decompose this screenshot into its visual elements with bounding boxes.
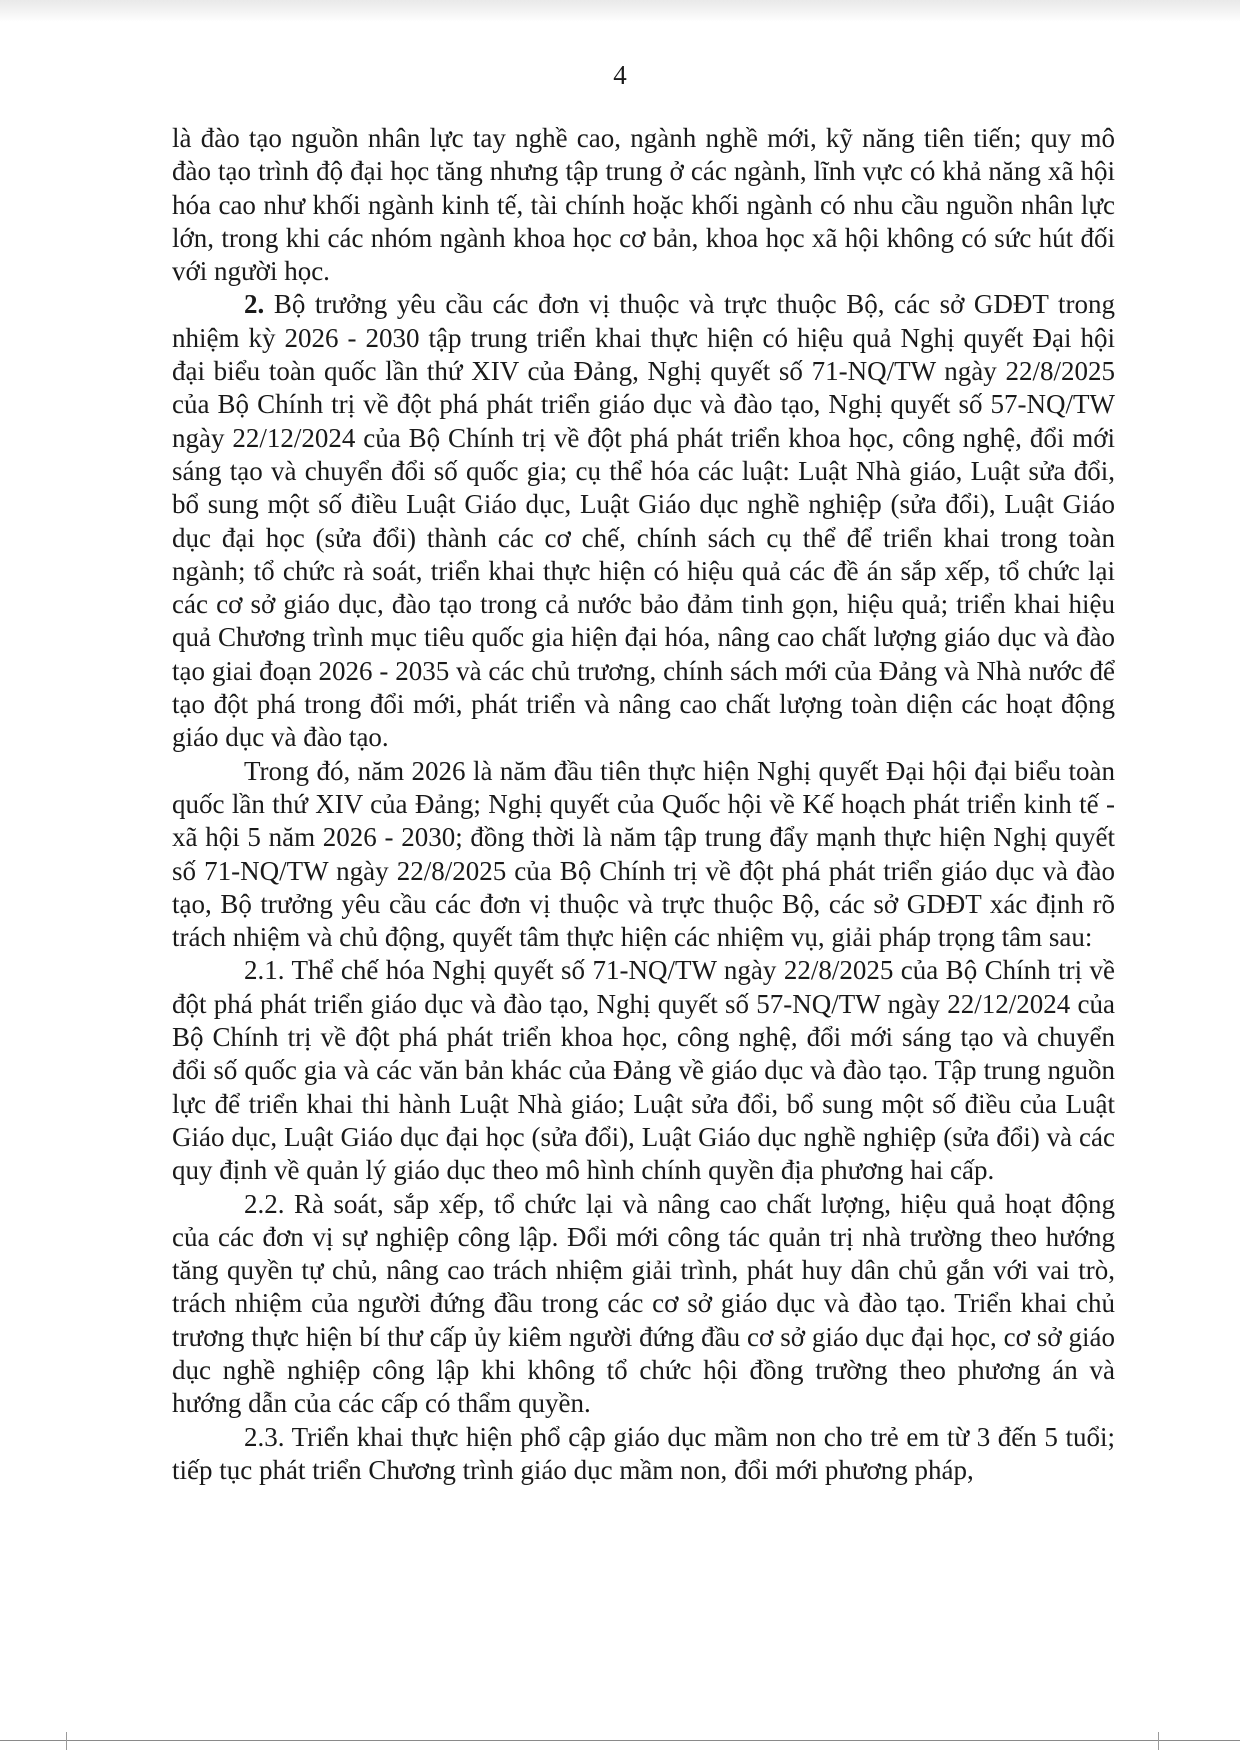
section-2-text: Bộ trưởng yêu cầu các đơn vị thuộc và trực thuộc Bộ, các sở GDĐT trong nhiệm kỳ 2026 - 2030 tập trung triển khai thực hiện có hiệu quả Nghị quyết Đại hội đại biểu toàn quốc lần thứ XIV của Đảng, Nghị quyết số 71-NQ/TW ngày 22/8/2025 của Bộ Chính trị về đột phá phát triển giáo dục và đào tạo, Nghị quyết số 57-NQ/TW ngày 22/12/2024 của Bộ Chính trị về đột phá phát triển khoa học, công nghệ, đổi mới sáng tạo và chuyển đổi số quốc gia; cụ thể hóa các luật: Luật Nhà giáo, Luật sửa đổi, bổ sung một số điều Luật Giáo dục, Luật Giáo dục nghề nghiệp (sửa đổi), Luật Giáo dục đại học (sửa đổi) thành các cơ chế, chính sách cụ thể để triển khai trong toàn ngành; tổ chức rà soát, triển khai thực hiện có hiệu quả các đề án sắp xếp, tổ chức lại các cơ sở giáo dục, đào tạo trong cả nước bảo đảm tinh gọn, hiệu quả; triển khai hiệu quả Chương trình mục tiêu quốc gia hiện đại hóa, nâng cao chất lượng giáo dục và đào tạo giai đoạn 2026 - 2035 và các chủ trương, chính sách mới của Đảng và Nhà nước để tạo đột phá trong đổi mới, phát triển và nâng cao chất lượng toàn diện các hoạt động giáo dục và đào tạo. xyxy=(172,289,1115,753)
section-number: 2. xyxy=(244,289,265,320)
paragraph-item-2-3: 2.3. Triển khai thực hiện phổ cập giáo dục mầm non cho trẻ em từ 3 đến 5 tuổi; tiếp tục phát triển Chương trình giáo dục mầm non, đổi mới phương pháp, xyxy=(172,1421,1115,1485)
scan-tick xyxy=(66,1732,67,1750)
paragraph-continuation: là đào tạo nguồn nhân lực tay nghề cao, ngành nghề mới, kỹ năng tiên tiến; quy mô đào tạo trình độ đại học tăng nhưng tập trung ở các ngành, lĩnh vực có khả năng xã hội hóa cao như khối ngành kinh tế, tài chính hoặc khối ngành có nhu cầu nguồn nhân lực lớn, trong khi các nhóm ngành khoa học cơ bản, khoa học xã hội không có sức hút đối với người học. xyxy=(172,123,1115,287)
scan-edge-top xyxy=(0,0,1240,22)
paragraph-item-2-1: 2.1. Thể chế hóa Nghị quyết số 71-NQ/TW ngày 22/8/2025 của Bộ Chính trị về đột phá phát triển giáo dục và đào tạo, Nghị quyết số 57-NQ/TW ngày 22/12/2024 của Bộ Chính trị về đột phá phát triển khoa học, công nghệ, đổi mới sáng tạo và chuyển đổi số quốc gia và các văn bản khác của Đảng về giáo dục và đào tạo. Tập trung nguồn lực để triển khai thi hành Luật Nhà giáo; Luật sửa đổi, bổ sung một số điều của Luật Giáo dục, Luật Giáo dục đại học (sửa đổi), Luật Giáo dục nghề nghiệp (sửa đổi) và các quy định về quản lý giáo dục theo mô hình chính quyền địa phương hai cấp. xyxy=(172,955,1115,1186)
scan-edge-bottom xyxy=(0,1740,1240,1741)
scan-tick xyxy=(1158,1732,1159,1750)
paragraph-priorities-intro: Trong đó, năm 2026 là năm đầu tiên thực hiện Nghị quyết Đại hội đại biểu toàn quốc lần thứ XIV của Đảng; Nghị quyết của Quốc hội về Kế hoạch phát triển kinh tế - xã hội 5 năm 2026 - 2030; đồng thời là năm tập trung đẩy mạnh thực hiện Nghị quyết số 71-NQ/TW ngày 22/8/2025 của Bộ Chính trị về đột phá phát triển giáo dục và đào tạo, Bộ trưởng yêu cầu các đơn vị thuộc và trực thuộc Bộ, các sở GDĐT xác định rõ trách nhiệm và chủ động, quyết tâm thực hiện các nhiệm vụ, giải pháp trọng tâm sau: xyxy=(172,755,1115,953)
page-number: 4 xyxy=(613,60,627,90)
paragraph-section-2 xyxy=(172,288,1115,754)
paragraph-item-2-2: 2.2. Rà soát, sắp xếp, tổ chức lại và nâng cao chất lượng, hiệu quả hoạt động của các đơn vị sự nghiệp công lập. Đổi mới công tác quản trị nhà trường theo hướng tăng quyền tự chủ, nâng cao trách nhiệm giải trình, phát huy dân chủ gắn với vai trò, trách nhiệm của người đứng đầu trong các cơ sở giáo dục và đào tạo. Triển khai chủ trương thực hiện bí thư cấp ủy kiêm người đứng đầu cơ sở giáo dục đại học, cơ sở giáo dục nghề nghiệp công lập khi không tổ chức hội đồng trường theo phương án và hướng dẫn của các cấp có thẩm quyền. xyxy=(172,1188,1115,1419)
document-body xyxy=(172,122,1115,1487)
